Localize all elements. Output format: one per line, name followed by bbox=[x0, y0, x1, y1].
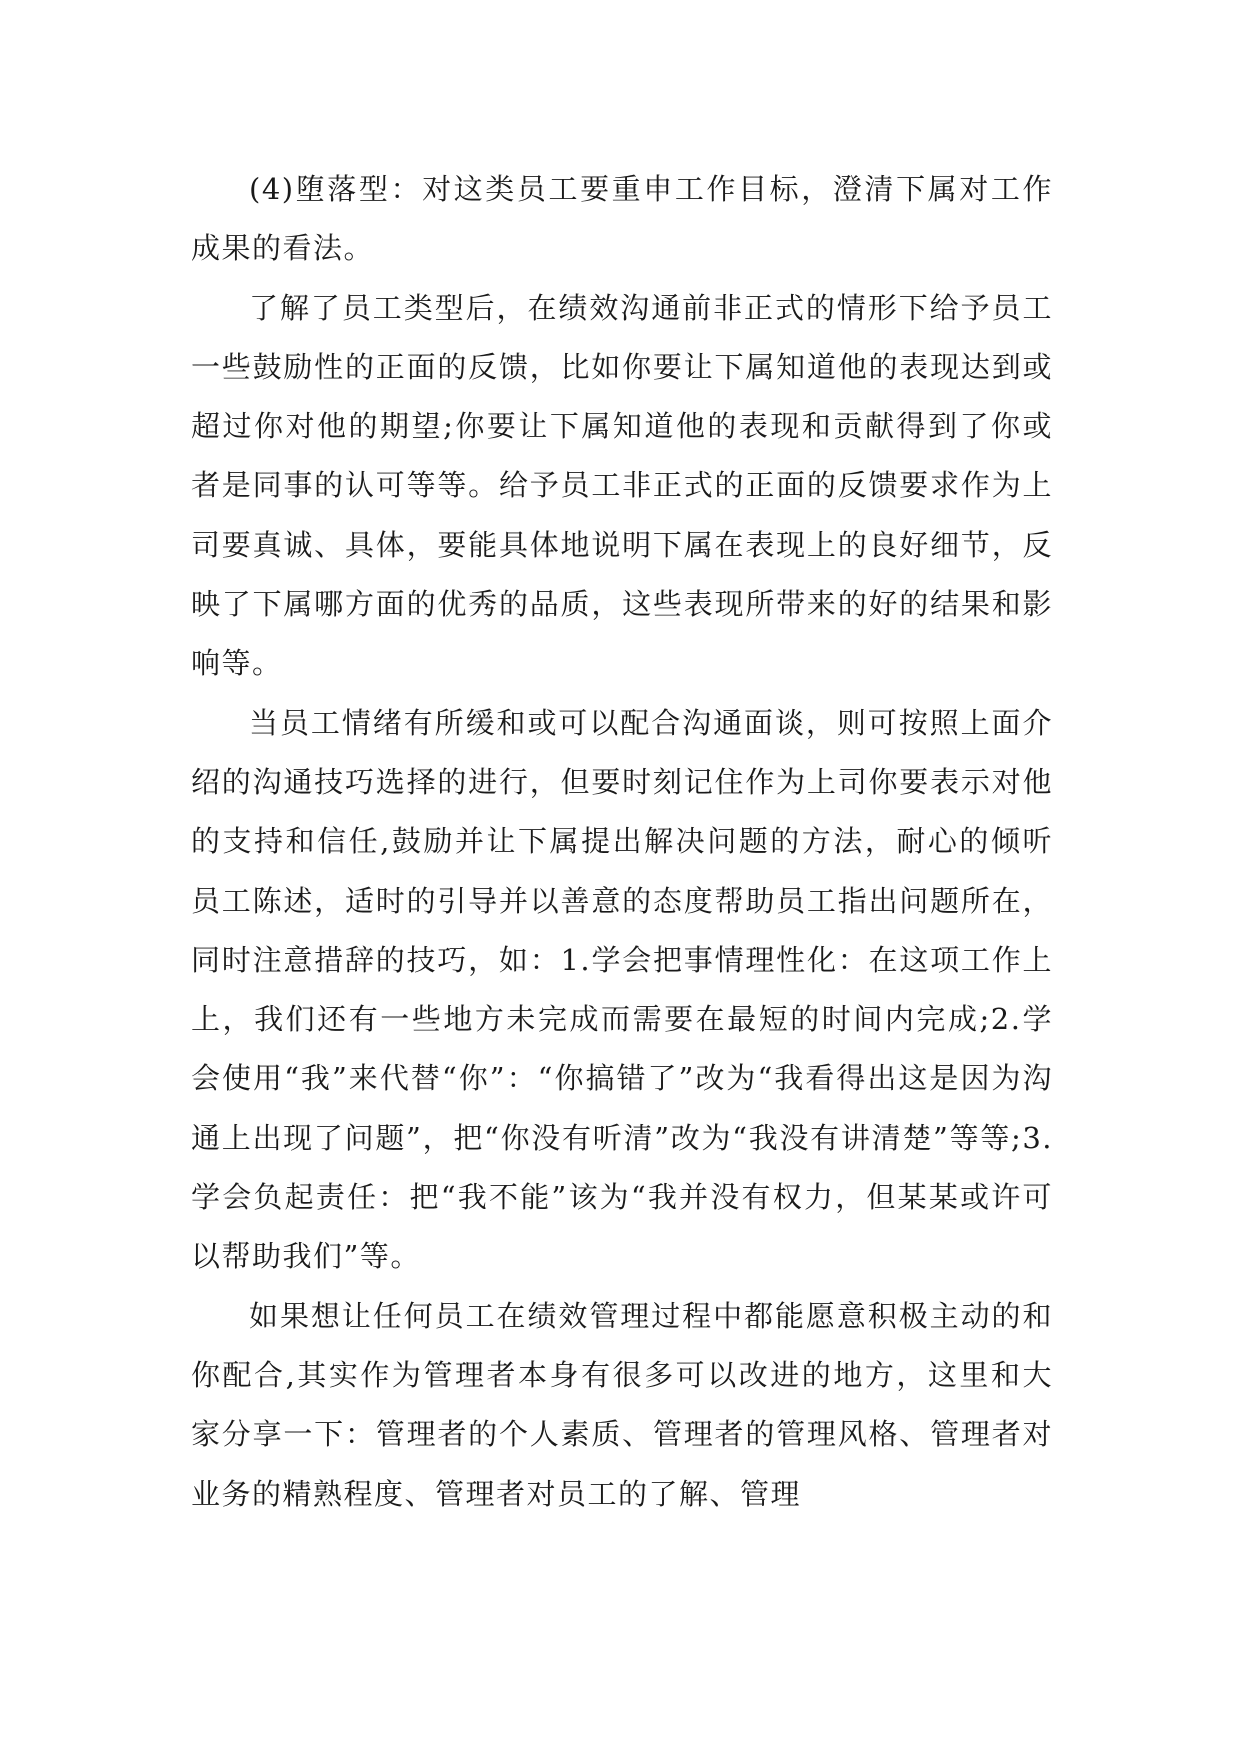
paragraph-positive-feedback: 了解了员工类型后，在绩效沟通前非正式的情形下给予员工一些鼓励性的正面的反馈，比如你要让下属知道他的表现达到或超过你对他的期望;你要让下属知道他的表现和贡献得到了你或者是同事的认可等等。给予员工非正式的正面的反馈要求作为上司要真诚、具体，要能具体地说明下属在表现上的良好细节，反映了下属哪方面的优秀的品质，这些表现所带来的好的结果和影响等。 bbox=[191, 290, 1053, 681]
paragraph-manager-improvement: 如果想让任何员工在绩效管理过程中都能愿意积极主动的和你配合,其实作为管理者本身有很多可以改进的地方，这里和大家分享一下：管理者的个人素质、管理者的管理风格、管理者对业务的精熟程度、管理者对员工的了解、管理 bbox=[191, 1298, 1053, 1511]
document-body bbox=[191, 160, 1053, 1524]
paragraph-degenerate-type: (4)堕落型：对这类员工要重申工作目标，澄清下属对工作成果的看法。 bbox=[191, 172, 1053, 266]
paragraph-communication-skills: 当员工情绪有所缓和或可以配合沟通面谈，则可按照上面介绍的沟通技巧选择的进行，但要时刻记住作为上司你要表示对他的支持和信任,鼓励并让下属提出解决问题的方法，耐心的倾听员工陈述，适时的引导并以善意的态度帮助员工指出问题所在，同时注意措辞的技巧，如：1.学会把事情理性化：在这项工作上上，我们还有一些地方未完成而需要在最短的时间内完成;2.学会使用“我”来代替“你”：“你搞错了”改为“我看得出这是因为沟通上出现了问题”，把“你没有听清”改为“我没有讲清楚”等等;3.学会负起责任：把“我不能”该为“我并没有权力，但某某或许可以帮助我们”等。 bbox=[191, 705, 1053, 1274]
